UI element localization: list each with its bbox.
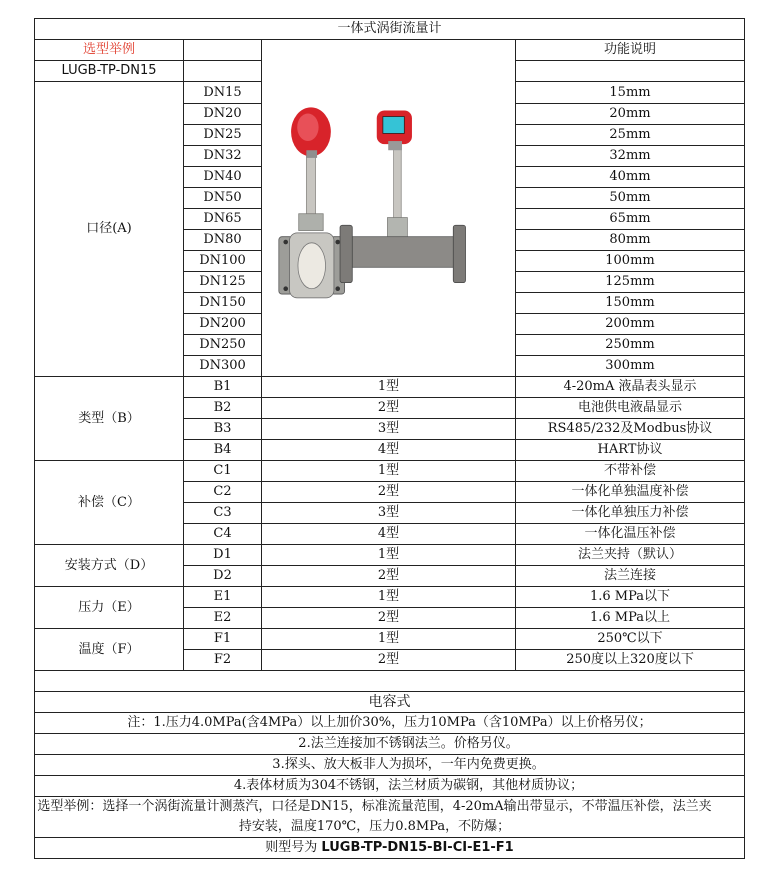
- example-model: LUGB-TP-DN15: [35, 61, 184, 82]
- install-kind: 2型: [262, 566, 516, 587]
- compensation-code: C3: [184, 503, 262, 524]
- diameter-code: DN200: [184, 314, 262, 335]
- diameter-code: DN40: [184, 167, 262, 188]
- pressure-code: E1: [184, 587, 262, 608]
- result-model: LUGB-TP-DN15-BI-CI-E1-F1: [321, 840, 514, 855]
- diameter-code: DN125: [184, 272, 262, 293]
- temperature-code: F2: [184, 650, 262, 671]
- function-blank: [516, 61, 745, 82]
- type-kind: 1型: [262, 377, 516, 398]
- code-header-blank: [184, 40, 262, 61]
- pressure-row: [35, 587, 745, 608]
- diameter-code: DN65: [184, 209, 262, 230]
- vortex-meter-illustration: [262, 40, 516, 376]
- diameter-desc: 300mm: [516, 356, 745, 377]
- type-code: B2: [184, 398, 262, 419]
- install-desc: 法兰夹持（默认）: [516, 545, 745, 566]
- diameter-code: DN32: [184, 146, 262, 167]
- type-code: B4: [184, 440, 262, 461]
- pressure-code: E2: [184, 608, 262, 629]
- type-desc: 电池供电液晶显示: [516, 398, 745, 419]
- diameter-code: DN25: [184, 125, 262, 146]
- temperature-row: [35, 629, 745, 650]
- diameter-desc: 200mm: [516, 314, 745, 335]
- type-row: [35, 377, 745, 398]
- diameter-code: DN150: [184, 293, 262, 314]
- diameter-desc: 100mm: [516, 251, 745, 272]
- type-label: 类型（B）: [35, 377, 184, 461]
- type-code: B1: [184, 377, 262, 398]
- code-blank: [184, 61, 262, 82]
- note-4: 4.表体材质为304不锈钢，法兰材质为碳钢，其他材质协议；: [35, 776, 745, 797]
- product-photo: [262, 40, 516, 377]
- selection-table: [34, 18, 745, 671]
- diameter-desc: 125mm: [516, 272, 745, 293]
- pressure-label: 压力（E）: [35, 587, 184, 629]
- diameter-desc: 80mm: [516, 230, 745, 251]
- diameter-desc: 65mm: [516, 209, 745, 230]
- install-row: [35, 545, 745, 566]
- pressure-kind: 1型: [262, 587, 516, 608]
- install-kind: 1型: [262, 545, 516, 566]
- function-header: 功能说明: [516, 40, 745, 61]
- diameter-code: DN20: [184, 104, 262, 125]
- compensation-label: 补偿（C）: [35, 461, 184, 545]
- flanged-meter-image: [340, 110, 465, 282]
- diameter-code: DN50: [184, 188, 262, 209]
- compensation-desc: 一体化温压补偿: [516, 524, 745, 545]
- install-desc: 法兰连接: [516, 566, 745, 587]
- type-desc: 4-20mA 液晶表头显示: [516, 377, 745, 398]
- compensation-kind: 1型: [262, 461, 516, 482]
- notes-table: [34, 670, 745, 859]
- compensation-kind: 3型: [262, 503, 516, 524]
- result-line: [35, 838, 745, 859]
- note-3: 3.探头、放大板非人为损坏，一年内免费更换。: [35, 755, 745, 776]
- diameter-desc: 150mm: [516, 293, 745, 314]
- note-1: 注：1.压力4.0MPa(含4MPa）以上加价30%，压力10MPa（含10MPa）以上价格另仪；: [35, 713, 745, 734]
- install-label: 安装方式（D）: [35, 545, 184, 587]
- compensation-kind: 2型: [262, 482, 516, 503]
- wafer-meter-image: [279, 107, 345, 298]
- type-kind: 4型: [262, 440, 516, 461]
- install-code: D2: [184, 566, 262, 587]
- example-text: 选型举例：选择一个涡街流量计测蒸汽，口径是DN15，标准流量范围，4-20mA输出带显示，不带温压补偿，法兰夹持安装，温度170℃，压力0.8MPa，不防爆；: [35, 797, 745, 838]
- install-code: D1: [184, 545, 262, 566]
- compensation-code: C1: [184, 461, 262, 482]
- empty-row: [35, 671, 745, 692]
- compensation-desc: 不带补偿: [516, 461, 745, 482]
- compensation-desc: 一体化单独压力补偿: [516, 503, 745, 524]
- temperature-kind: 2型: [262, 650, 516, 671]
- example-header: 选型举例: [35, 40, 184, 61]
- compensation-code: C2: [184, 482, 262, 503]
- compensation-row: [35, 461, 745, 482]
- diameter-code: DN300: [184, 356, 262, 377]
- diameter-desc: 20mm: [516, 104, 745, 125]
- diameter-desc: 50mm: [516, 188, 745, 209]
- diameter-desc: 15mm: [516, 82, 745, 104]
- type-desc: RS485/232及Modbus协议: [516, 419, 745, 440]
- diameter-code: DN80: [184, 230, 262, 251]
- diameter-desc: 250mm: [516, 335, 745, 356]
- diameter-desc: 40mm: [516, 167, 745, 188]
- type-kind: 2型: [262, 398, 516, 419]
- diameter-code: DN15: [184, 82, 262, 104]
- temperature-kind: 1型: [262, 629, 516, 650]
- diameter-code: DN250: [184, 335, 262, 356]
- type-desc: HART协议: [516, 440, 745, 461]
- diameter-code: DN100: [184, 251, 262, 272]
- diameter-desc: 25mm: [516, 125, 745, 146]
- type-kind: 3型: [262, 419, 516, 440]
- selection-sheet: [34, 18, 744, 866]
- diameter-label: 口径(A): [35, 82, 184, 377]
- temperature-label: 温度（F）: [35, 629, 184, 671]
- capacitive-label: 电容式: [35, 692, 745, 713]
- pressure-desc: 1.6 MPa以下: [516, 587, 745, 608]
- diameter-desc: 32mm: [516, 146, 745, 167]
- page-title: 一体式涡街流量计: [35, 19, 745, 40]
- type-code: B3: [184, 419, 262, 440]
- result-prefix: 则型号为: [265, 840, 322, 855]
- temperature-desc: 250度以上320度以下: [516, 650, 745, 671]
- temperature-desc: 250℃以下: [516, 629, 745, 650]
- note-2: 2.法兰连接加不锈钢法兰。价格另仪。: [35, 734, 745, 755]
- temperature-code: F1: [184, 629, 262, 650]
- pressure-kind: 2型: [262, 608, 516, 629]
- compensation-kind: 4型: [262, 524, 516, 545]
- compensation-code: C4: [184, 524, 262, 545]
- compensation-desc: 一体化单独温度补偿: [516, 482, 745, 503]
- pressure-desc: 1.6 MPa以上: [516, 608, 745, 629]
